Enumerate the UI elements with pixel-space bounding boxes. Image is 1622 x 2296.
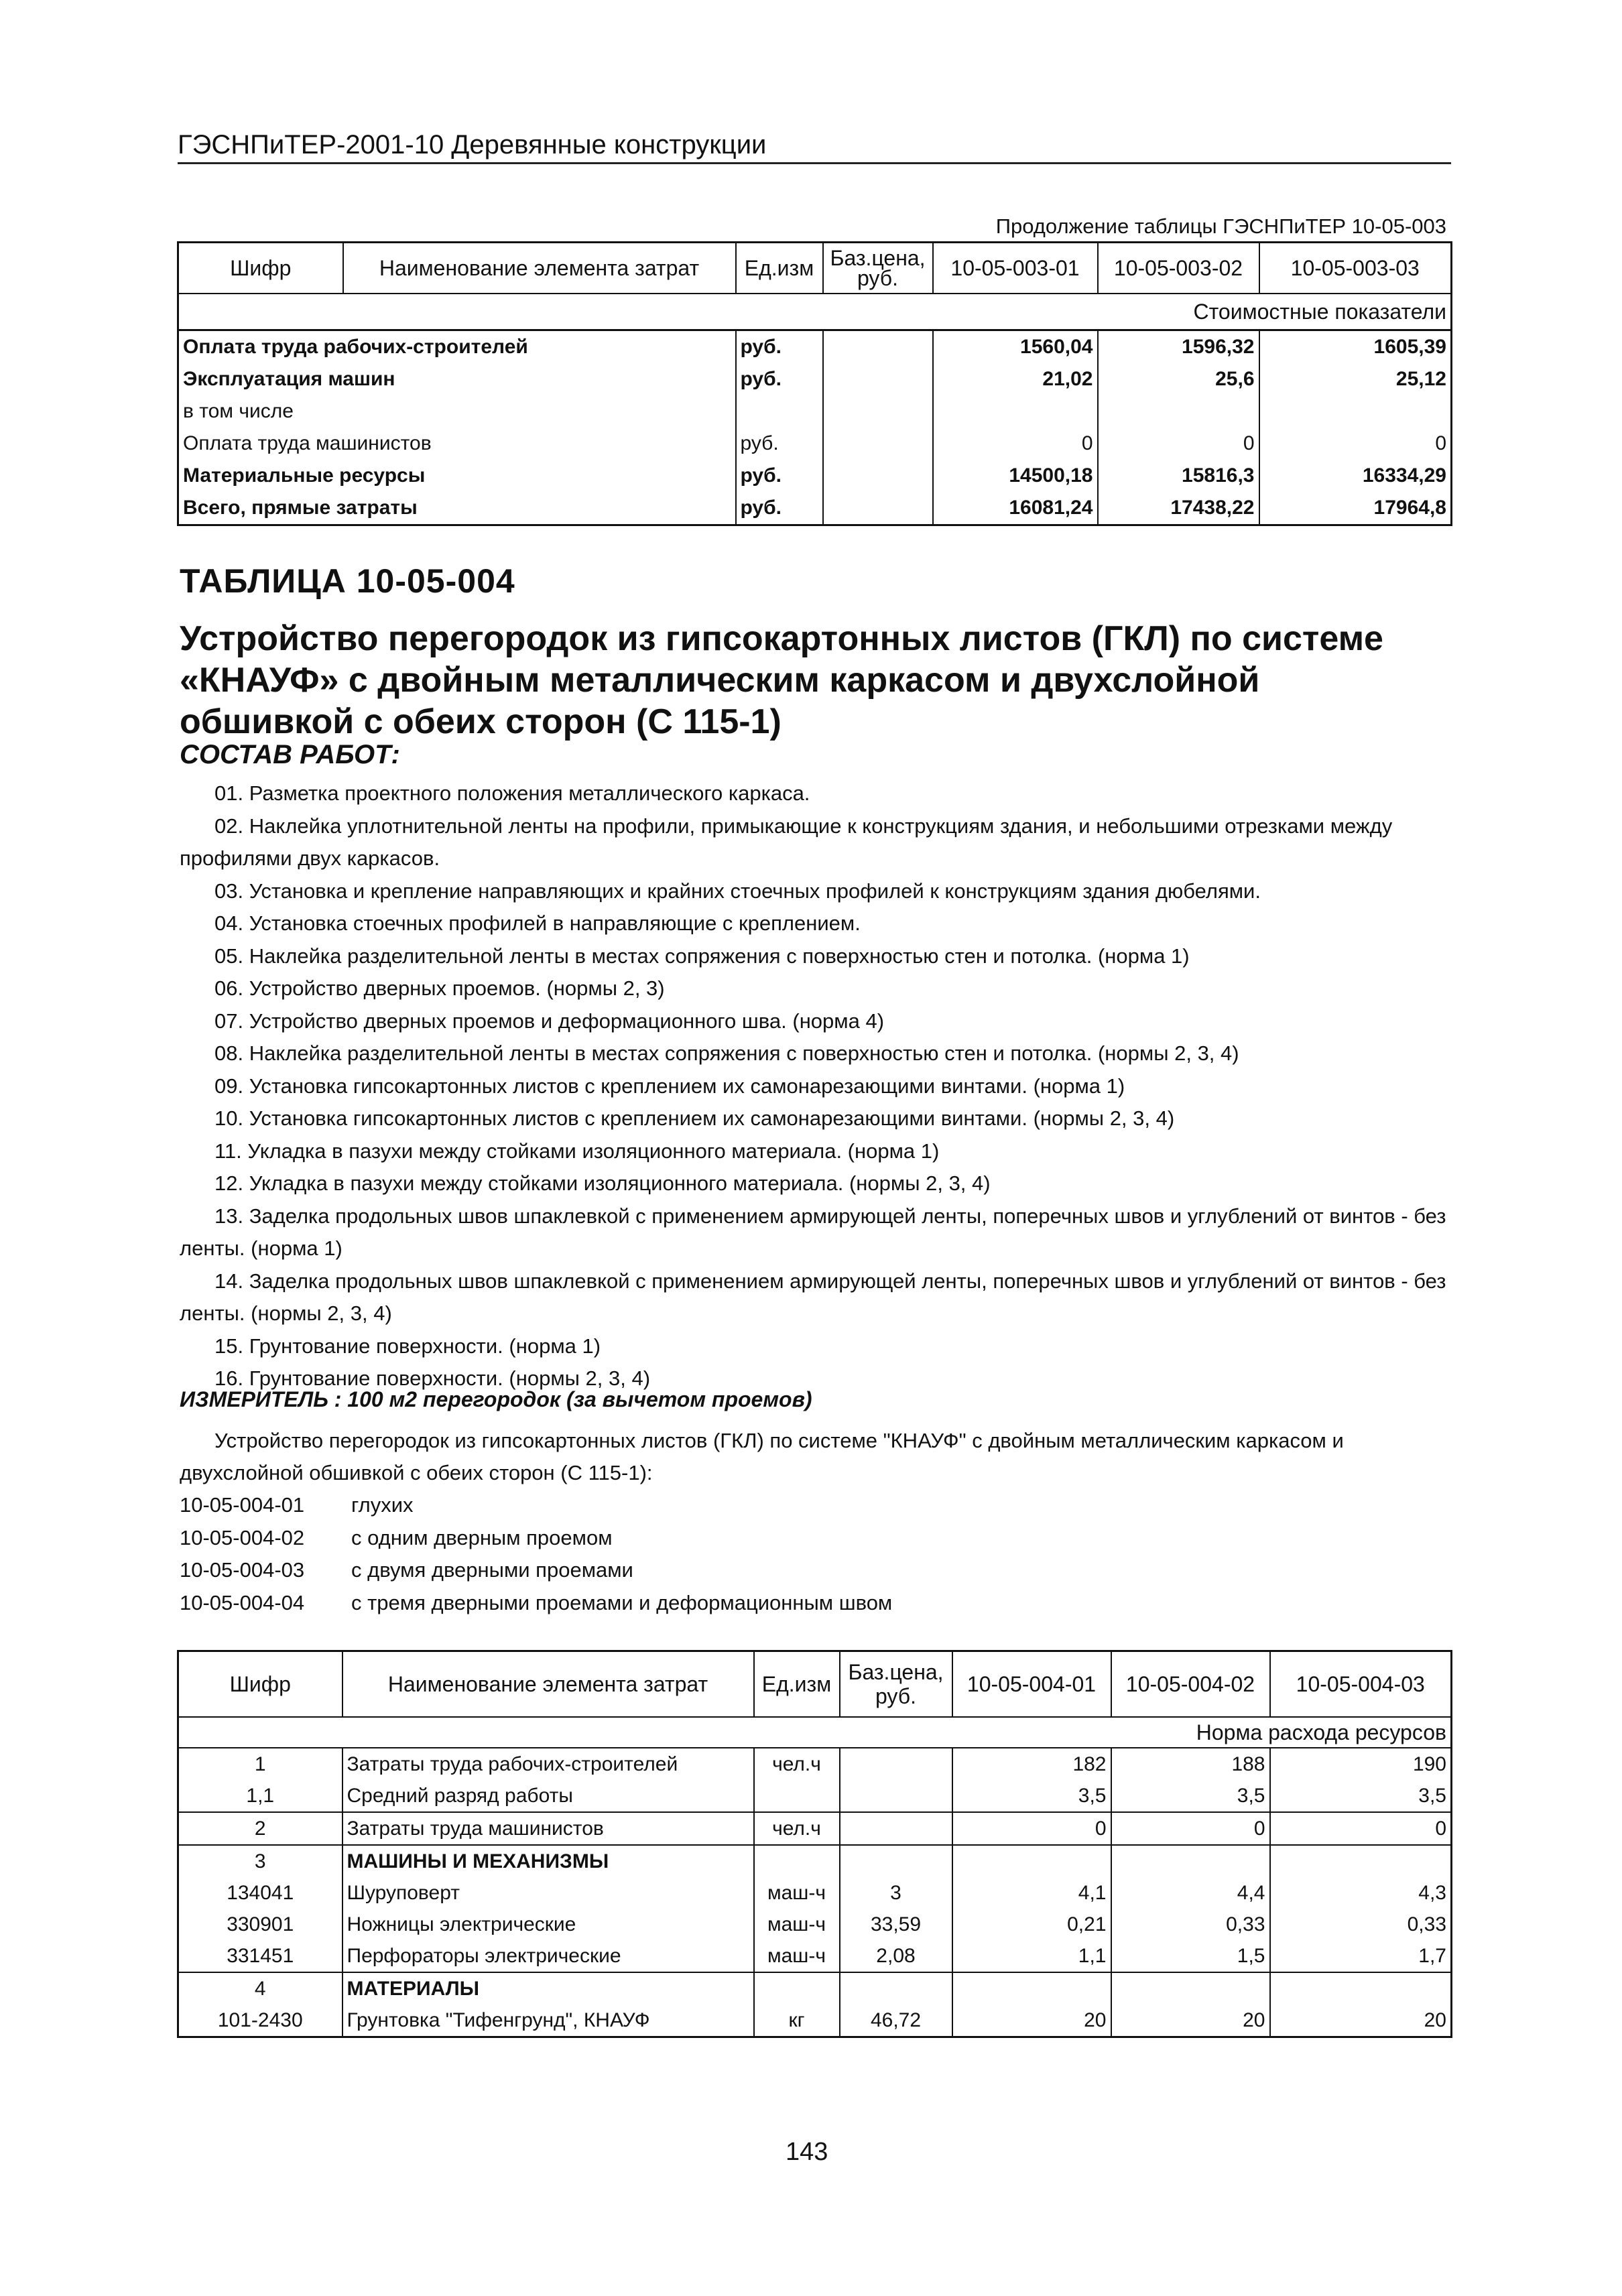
work-item: 16. Грунтование поверхности. (нормы 2, 3, 4) [214,1366,651,1390]
row-value-1: 3,5 [952,1780,1111,1812]
row-value-2 [1098,395,1259,428]
row-price: 3 [840,1877,952,1909]
norm-code-text: с двумя дверными проемами [351,1558,633,1582]
work-item: 09. Установка гипсокартонных листов с креплением их самонарезающими винтами. (норма 1) [214,1074,1125,1098]
row-unit: руб. [736,492,823,525]
table-row [178,363,1452,395]
col-header-price: Баз.цена, руб. [840,1651,952,1718]
page-number: 143 [786,2138,828,2166]
col-header-code: Шифр [178,1651,342,1718]
table-row [178,395,1452,428]
row-value-1 [952,1845,1111,1877]
row-value-2: 1,5 [1111,1940,1270,1972]
table-row [178,1877,1452,1909]
row-value-3: 17964,8 [1259,492,1452,525]
table-row [178,1972,1452,2004]
row-value-3: 4,3 [1270,1877,1452,1909]
works-list [180,777,1453,1395]
col-header-name: Наименование элемента затрат [343,243,736,294]
row-value-1: 0 [952,1812,1111,1845]
norm-code-row [180,1587,892,1620]
page-header-title: ГЭСНПиТЕР-2001-10 Деревянные конструкции [178,130,767,160]
row-value-3: 0 [1259,428,1452,460]
row-unit: чел.ч [754,1812,840,1845]
row-value-3: 0 [1270,1812,1452,1845]
row-code: 330901 [178,1909,342,1940]
table-row [178,330,1452,364]
row-value-1: 182 [952,1748,1111,1780]
work-item: 01. Разметка проектного положения металлического каркаса. [214,781,810,805]
norm-code: 10-05-004-02 [180,1525,305,1549]
row-name: Материальные ресурсы [178,460,736,492]
row-price [840,1845,952,1877]
row-unit: руб. [736,330,823,364]
table-row [178,1780,1452,1812]
table-row [178,1812,1452,1845]
row-code: 1,1 [178,1780,342,1812]
row-price [823,460,933,492]
row-value-1: 4,1 [952,1877,1111,1909]
work-item: 13. Заделка продольных швов шпаклевкой с применением армирующей ленты, поперечных швов и углублений от винтов - без ленты. (норма 1) [180,1204,1446,1260]
norm-code-row [180,1522,892,1555]
norm-codes-list [180,1489,892,1619]
row-value-2: 3,5 [1111,1780,1270,1812]
row-price [840,1972,952,2004]
row-code: 331451 [178,1940,342,1972]
row-name: Шуруповерт [342,1877,754,1909]
row-name: Эксплуатация машин [178,363,736,395]
table-title: ТАБЛИЦА 10-05-004 [180,562,515,600]
resource-table-10-05-004 [177,1650,1452,2038]
row-unit: маш-ч [754,1909,840,1940]
row-unit: маш-ч [754,1940,840,1972]
work-item: 12. Укладка в пазухи между стойками изоляционного материала. (нормы 2, 3, 4) [214,1171,991,1195]
work-item: 03. Установка и крепление направляющих и крайних стоечных профилей к конструкциям здания дюбелями. [214,879,1261,903]
row-value-3: 190 [1270,1748,1452,1780]
row-value-3: 1605,39 [1259,330,1452,364]
row-value-2: 0,33 [1111,1909,1270,1940]
row-price [823,395,933,428]
col-header-norm-2: 10-05-003-02 [1098,243,1259,294]
work-item: 10. Установка гипсокартонных листов с креплением их самонарезающими винтами. (нормы 2, 3, 4) [214,1106,1175,1130]
col-header-norm-3: 10-05-004-03 [1270,1651,1452,1718]
row-code: 2 [178,1812,342,1845]
norm-code: 10-05-004-03 [180,1558,305,1582]
row-unit [754,1780,840,1812]
row-name: МАШИНЫ И МЕХАНИЗМЫ [342,1845,754,1877]
norm-code-text: глухих [351,1493,414,1517]
table-continuation-note: Продолжение таблицы ГЭСНПиТЕР 10-05-003 [995,214,1446,238]
row-value-1: 21,02 [933,363,1098,395]
row-value-3: 1,7 [1270,1940,1452,1972]
row-price [823,330,933,364]
col-header-norm-3: 10-05-003-03 [1259,243,1452,294]
row-unit [754,1972,840,2004]
row-value-2: 25,6 [1098,363,1259,395]
row-price [823,428,933,460]
norm-code: 10-05-004-01 [180,1493,305,1517]
table-row [178,428,1452,460]
norm-code: 10-05-004-04 [180,1590,305,1614]
row-price [840,1780,952,1812]
row-name: Всего, прямые затраты [178,492,736,525]
row-unit [754,1845,840,1877]
row-unit: кг [754,2004,840,2037]
table-row [178,1748,1452,1780]
row-value-2 [1111,1972,1270,2004]
norm-code-text: с тремя дверными проемами и деформационным швом [351,1590,893,1614]
row-value-2 [1111,1845,1270,1877]
row-price: 33,59 [840,1909,952,1940]
work-item: 11. Укладка в пазухи между стойками изоляционного материала. (норма 1) [214,1139,940,1163]
norm-code-text: с одним дверным проемом [351,1525,613,1549]
row-code: 101-2430 [178,2004,342,2037]
row-unit: руб. [736,428,823,460]
row-price [840,1748,952,1780]
row-name: Оплата труда рабочих-строителей [178,330,736,364]
row-value-1: 0 [933,428,1098,460]
col-header-name: Наименование элемента затрат [342,1651,754,1718]
row-unit: руб. [736,363,823,395]
col-header-norm-1: 10-05-003-01 [933,243,1098,294]
work-item: 14. Заделка продольных швов шпаклевкой с применением армирующей ленты, поперечных швов и углублений от винтов - без ленты. (нормы 2, 3, 4) [180,1269,1446,1325]
work-item: 06. Устройство дверных проемов. (нормы 2, 3) [214,976,665,1000]
norm-description: Устройство перегородок из гипсокартонных листов (ГКЛ) по системе "КНАУФ" с двойным металлическим каркасом и двухслойной обшивкой с обеих сторон (С 115-1): [180,1429,1344,1484]
table-row [178,492,1452,525]
row-value-3: 25,12 [1259,363,1452,395]
row-code: 4 [178,1972,342,2004]
row-name: Затраты труда рабочих-строителей [342,1748,754,1780]
col-header-code: Шифр [178,243,343,294]
row-name: Оплата труда машинистов [178,428,736,460]
row-value-3: 20 [1270,2004,1452,2037]
table-row [178,1909,1452,1940]
work-item: 07. Устройство дверных проемов и деформационного шва. (норма 4) [214,1009,885,1033]
col-header-price: Баз.цена, руб. [823,243,933,294]
row-unit [736,395,823,428]
row-value-2: 17438,22 [1098,492,1259,525]
work-item: 15. Грунтование поверхности. (норма 1) [214,1334,601,1358]
table-row [178,2004,1452,2037]
row-value-1: 1560,04 [933,330,1098,364]
row-name: Ножницы электрические [342,1909,754,1940]
table-row [178,460,1452,492]
row-name: Перфораторы электрические [342,1940,754,1972]
table-subheader: Норма расхода ресурсов [178,1717,1452,1748]
row-value-1: 20 [952,2004,1111,2037]
work-item: 05. Наклейка разделительной ленты в местах сопряжения с поверхностью стен и потолка. (норма 1) [214,944,1190,968]
measure-unit: ИЗМЕРИТЕЛЬ : 100 м2 перегородок (за вычетом проемов) [180,1387,812,1411]
row-value-1: 1,1 [952,1940,1111,1972]
table-subheader-row [178,294,1452,330]
norm-code-row [180,1489,892,1522]
works-heading: СОСТАВ РАБОТ: [180,740,400,769]
row-name: в том числе [178,395,736,428]
row-value-2: 4,4 [1111,1877,1270,1909]
table-row [178,1940,1452,1972]
row-code: 1 [178,1748,342,1780]
row-price: 46,72 [840,2004,952,2037]
row-value-3 [1270,1972,1452,2004]
table-row [178,1845,1452,1877]
page-header [178,129,1451,164]
row-value-1: 14500,18 [933,460,1098,492]
row-value-2: 15816,3 [1098,460,1259,492]
row-price: 2,08 [840,1940,952,1972]
row-value-1: 0,21 [952,1909,1111,1940]
work-item: 08. Наклейка разделительной ленты в местах сопряжения с поверхностью стен и потолка. (нормы 2, 3, 4) [214,1041,1239,1065]
row-name: Грунтовка "Тифенгрунд", КНАУФ [342,2004,754,2037]
row-value-2: 1596,32 [1098,330,1259,364]
table-subheader-row [178,1717,1452,1748]
row-value-2: 0 [1111,1812,1270,1845]
col-header-norm-1: 10-05-004-01 [952,1651,1111,1718]
row-value-3: 3,5 [1270,1780,1452,1812]
row-value-3: 16334,29 [1259,460,1452,492]
row-value-3 [1259,395,1452,428]
row-value-2: 20 [1111,2004,1270,2037]
row-code: 134041 [178,1877,342,1909]
section-title: Устройство перегородок из гипсокартонных листов (ГКЛ) по системе «КНАУФ» с двойным металлическим каркасом и двухслойной обшивкой с обеих сторон (С 115-1) [180,619,1383,741]
row-price [823,363,933,395]
table-subheader: Стоимостные показатели [178,294,1452,330]
table-header-row [178,1651,1452,1718]
row-unit: руб. [736,460,823,492]
row-name: Затраты труда машинистов [342,1812,754,1845]
table-header-row [178,243,1452,294]
row-name: МАТЕРИАЛЫ [342,1972,754,2004]
row-value-2: 0 [1098,428,1259,460]
col-header-unit: Ед.изм [754,1651,840,1718]
row-price [840,1812,952,1845]
row-value-3: 0,33 [1270,1909,1452,1940]
col-header-norm-2: 10-05-004-02 [1111,1651,1270,1718]
cost-table-10-05-003 [177,241,1452,526]
row-value-1 [933,395,1098,428]
row-code: 3 [178,1845,342,1877]
row-value-2: 188 [1111,1748,1270,1780]
work-item: 02. Наклейка уплотнительной ленты на профили, примыкающие к конструкциям здания, и небольшими отрезками между профилями двух каркасов. [180,814,1393,870]
row-price [823,492,933,525]
col-header-unit: Ед.изм [736,243,823,294]
row-value-1 [952,1972,1111,2004]
work-item: 04. Установка стоечных профилей в направляющие с креплением. [214,911,861,935]
row-value-3 [1270,1845,1452,1877]
row-unit: маш-ч [754,1877,840,1909]
row-name: Средний разряд работы [342,1780,754,1812]
row-value-1: 16081,24 [933,492,1098,525]
norm-code-row [180,1554,892,1587]
row-unit: чел.ч [754,1748,840,1780]
